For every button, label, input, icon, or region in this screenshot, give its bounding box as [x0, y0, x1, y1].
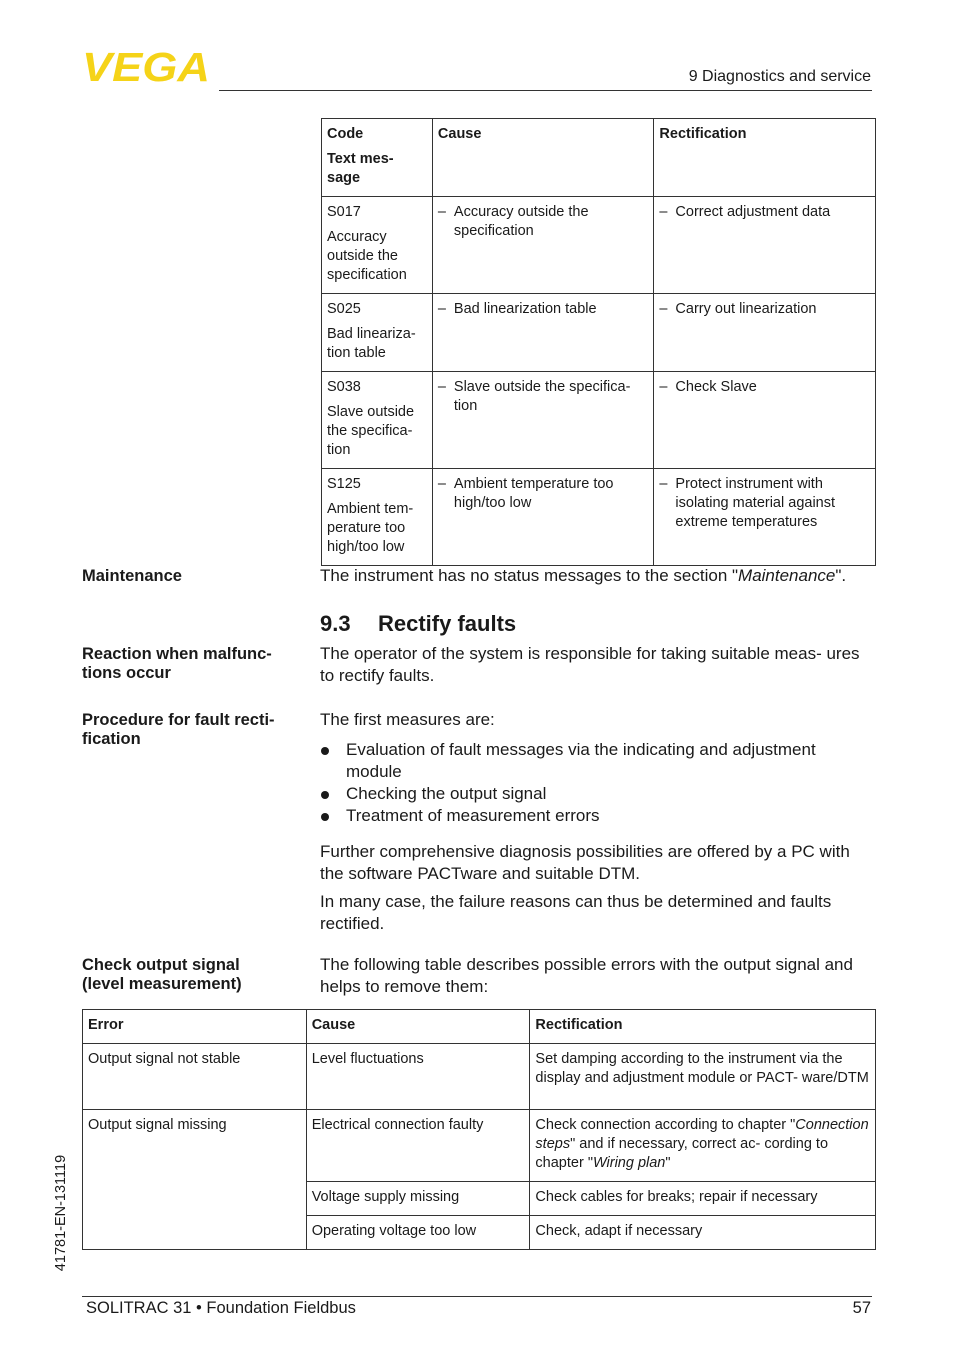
section-number: 9.3	[320, 611, 351, 636]
maintenance-text-start: The instrument has no status messages to the section "	[320, 566, 739, 585]
rect-italic: Connection steps	[535, 1117, 869, 1152]
cell-code	[322, 197, 433, 294]
cell-cause: – Ambient temperature too high/too low	[432, 469, 654, 566]
list-item: Treatment of measurement errors	[320, 805, 875, 827]
rect-text: Check connection according to chapter "	[535, 1117, 796, 1133]
code-value: S025	[327, 301, 361, 317]
procedure-paragraph-2: In many case, the failure reasons can thus be determined and faults rectified.	[320, 892, 832, 933]
cell-cause: Voltage supply missing	[306, 1182, 530, 1216]
section-title: Rectify faults	[378, 611, 517, 636]
message-value: Ambient tem- perature too high/too low	[327, 501, 414, 555]
procedure-paragraph-1: Further comprehensive diagnosis possibilities are offered by a PC with the software PACTware and suitable DTM.	[320, 842, 850, 883]
procedure-label: Procedure for fault recti- fication	[82, 711, 275, 748]
page-number: 57	[852, 1299, 871, 1317]
cell-rectification: – Check Slave	[654, 372, 876, 469]
document-code-text: 41781-EN-131119	[53, 1154, 69, 1272]
section-heading	[320, 611, 516, 637]
list-item: Checking the output signal	[320, 783, 875, 805]
header-code-label: Code	[327, 126, 364, 142]
header-code	[322, 119, 433, 197]
cause-value: Slave outside the specifica- tion	[453, 379, 631, 414]
footer-product: SOLITRAC 31 • Foundation Fieldbus	[86, 1299, 356, 1317]
reaction-text	[320, 643, 875, 687]
reaction-label: Reaction when malfunc- tions occur	[82, 645, 272, 682]
status-messages-table	[321, 118, 876, 566]
code-value: S017	[327, 204, 361, 220]
table-row	[83, 1044, 876, 1110]
logo-text: VEGA	[82, 50, 210, 84]
rectification-value: Check Slave	[675, 379, 757, 395]
procedure-intro: The first measures are:	[320, 710, 495, 729]
cause-value: Ambient temperature too high/too low	[453, 476, 614, 511]
header-cause: Cause	[306, 1010, 530, 1044]
cell-rectification: – Carry out linearization	[654, 294, 876, 372]
rect-text: "	[665, 1155, 671, 1171]
cause-value: Bad linearization table	[453, 301, 597, 317]
cell-code	[322, 469, 433, 566]
header-section-title: 9 Diagnostics and service	[688, 68, 871, 85]
table-row	[322, 197, 876, 294]
check-output-text	[320, 954, 875, 998]
header-error: Error	[83, 1010, 307, 1044]
cell-cause: – Accuracy outside the specification	[432, 197, 654, 294]
vega-logo	[82, 50, 212, 84]
header-rectification: Rectification	[530, 1010, 876, 1044]
rect-italic: Wiring plan	[592, 1155, 666, 1171]
footer-divider	[82, 1296, 872, 1297]
maintenance-label: Maintenance	[82, 567, 182, 585]
check-output-paragraph: The following table describes possible errors with the output signal and helps to remove them:	[320, 955, 853, 996]
header-divider	[219, 90, 872, 91]
cell-error: Output signal missing	[83, 1110, 307, 1250]
cell-rectification	[530, 1110, 876, 1182]
message-value: Bad lineariza- tion table	[327, 326, 416, 361]
reaction-paragraph: The operator of the system is responsible for taking suitable meas- ures to rectify faults.	[320, 644, 860, 685]
cell-rectification: – Correct adjustment data	[654, 197, 876, 294]
maintenance-text-italic: Maintenance	[738, 566, 836, 585]
cell-error: Output signal not stable	[83, 1044, 307, 1110]
cell-code	[322, 372, 433, 469]
cell-cause: Level fluctuations	[306, 1044, 530, 1110]
cell-rectification: Set damping according to the instrument via the display and adjustment module or PACT- ware/DTM	[530, 1044, 876, 1110]
cell-cause: – Bad linearization table	[432, 294, 654, 372]
message-value: Slave outside the specifica- tion	[327, 404, 415, 458]
code-value: S125	[327, 476, 361, 492]
table-header-row	[83, 1010, 876, 1044]
list-item: Evaluation of fault messages via the indicating and adjustment module	[320, 739, 875, 783]
rect-text: " and if necessary, correct ac- cording to chapter "	[535, 1136, 829, 1171]
header-text-message-label: Text mes- sage	[327, 151, 394, 186]
procedure-content	[320, 709, 875, 935]
cell-rectification: – Protect instrument with isolating material against extreme temperatures	[654, 469, 876, 566]
document-code	[50, 1140, 70, 1290]
table-row	[322, 294, 876, 372]
header-cause: Cause	[432, 119, 654, 197]
table-row	[322, 469, 876, 566]
cell-cause: – Slave outside the specifica- tion	[432, 372, 654, 469]
output-signal-table	[82, 1009, 876, 1250]
cause-value: Accuracy outside the specification	[453, 204, 589, 239]
check-output-label: Check output signal (level measurement)	[82, 956, 242, 993]
procedure-bullet-list	[320, 739, 875, 827]
cell-rectification: Check, adapt if necessary	[530, 1216, 876, 1250]
rectification-value: Protect instrument with isolating material against extreme temperatures	[675, 476, 836, 530]
table-row	[83, 1110, 876, 1182]
cell-code	[322, 294, 433, 372]
header-rectification: Rectification	[654, 119, 876, 197]
rectification-value: Correct adjustment data	[675, 204, 831, 220]
cell-cause: Electrical connection faulty	[306, 1110, 530, 1182]
maintenance-text-end: ".	[835, 566, 847, 585]
table-header-row	[322, 119, 876, 197]
maintenance-text	[320, 565, 875, 587]
message-value: Accuracy outside the specification	[327, 229, 407, 283]
cell-rectification: Check cables for breaks; repair if necessary	[530, 1182, 876, 1216]
rectification-value: Carry out linearization	[675, 301, 817, 317]
code-value: S038	[327, 379, 361, 395]
table-row	[322, 372, 876, 469]
cell-cause: Operating voltage too low	[306, 1216, 530, 1250]
